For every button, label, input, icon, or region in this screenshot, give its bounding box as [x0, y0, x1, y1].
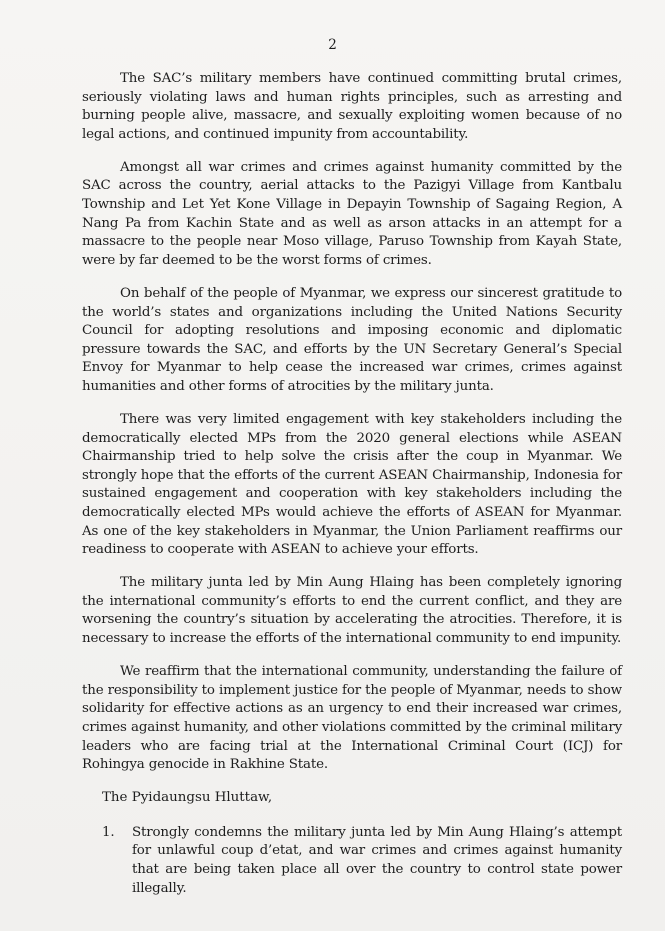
- paragraph: The SAC’s military members have continued committing brutal crimes, seriously violating laws and human rights principles, such as arresting and burning people alive, massacre, and sexually exploiting women because of no legal actions, and continued impunity from accountability.: [82, 71, 622, 142]
- document-body: [82, 70, 622, 898]
- list-item-text: Strongly condemns the military junta led by Min Aung Hlaing’s attempt for unlawful coup d’etat, and war crimes and crimes against humanity that are being taken place all over the country to control state power illegally.: [132, 824, 622, 896]
- salutation: The Pyidaungsu Hluttaw,: [102, 790, 273, 806]
- paragraph: We reaffirm that the international community, understanding the failure of the responsibility to implement justice for the people of Myanmar, needs to show solidarity for effective actions as an urgency to end their increased war crimes, crimes against humanity, and other violations committed by the criminal military leaders who are facing trial at the International Criminal Court (ICJ) for Rohingya genocide in Rakhine State.: [82, 664, 622, 773]
- paragraph: Amongst all war crimes and crimes against humanity committed by the SAC across the country, aerial attacks to the Pazigyi Village from Kantbalu Township and Let Yet Kone Village in Depayin Township of Sagaing Region, A Nang Pa from Kachin State and as well as arson attacks in an attempt for a massacre to the people near Moso village, Paruso Township from Kayah State, were by far deemed to be the worst forms of crimes.: [82, 159, 622, 268]
- list-item-number: 1.: [102, 824, 115, 840]
- resolution-list: [82, 824, 622, 898]
- page-number: 2: [328, 37, 337, 53]
- paragraph: There was very limited engagement with key stakeholders including the democratically elected MPs from the 2020 general elections while ASEAN Chairmanship tried to help solve the crisis after the coup in Myanmar. We strongly hope that the efforts of the current ASEAN Chairmanship, Indonesia for sustained engagement and cooperation with key stakeholders including the democratically elected MPs would achieve the efforts of ASEAN for Myanmar. As one of the key stakeholders in Myanmar, the Union Parliament reaffirms our readiness to cooperate with ASEAN to achieve your efforts.: [82, 412, 622, 558]
- list-item: [82, 824, 622, 898]
- paragraph: The military junta led by Min Aung Hlaing has been completely ignoring the international community’s efforts to end the current conflict, and they are worsening the country’s situation by accelerating the atrocities. Therefore, it is necessary to increase the efforts of the international community to end impunity.: [82, 575, 622, 647]
- paragraph: On behalf of the people of Myanmar, we express our sincerest gratitude to the world’s states and organizations including the United Nations Security Council for adopting resolutions and imposing economic and diplomatic pressure towards the SAC, and efforts by the UN Secretary General’s Special Envoy for Myanmar to help cease the increased war crimes, crimes against humanities and other forms of atrocities by the military junta.: [82, 285, 622, 394]
